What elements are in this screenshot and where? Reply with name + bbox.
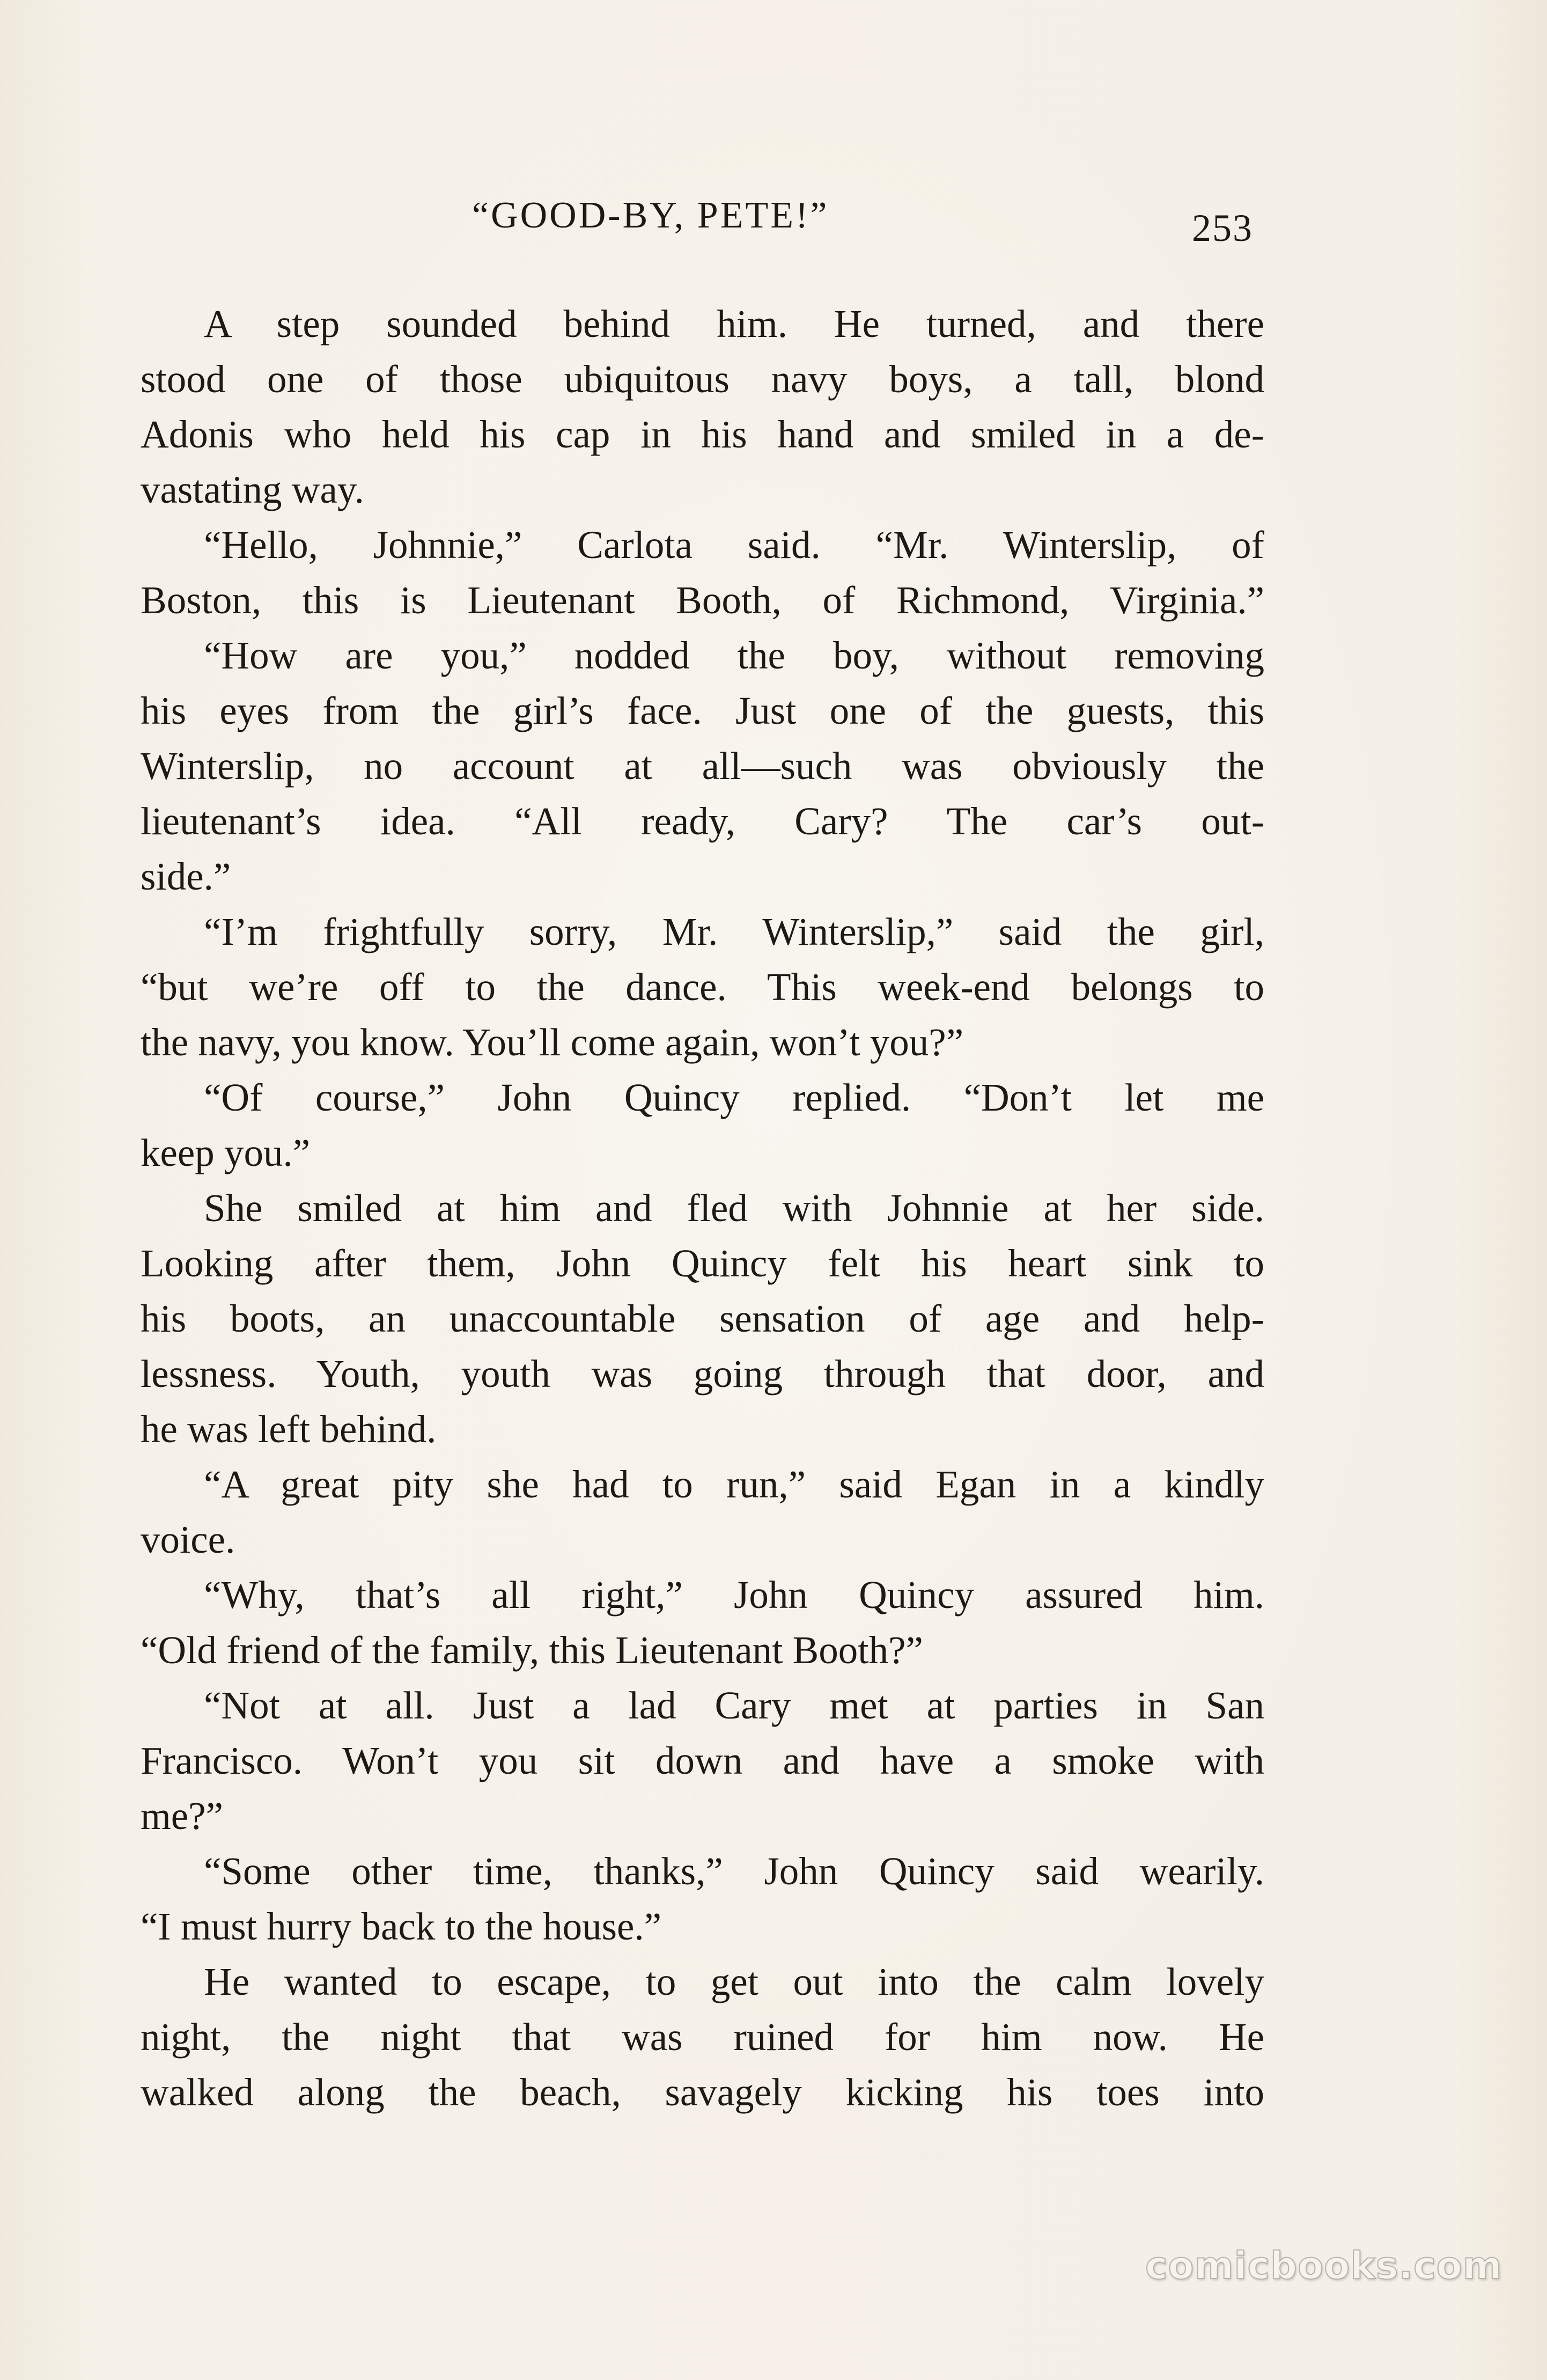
text-line: side.” <box>141 855 231 898</box>
text-line: lieutenant’s idea. “All ready, Cary? The car’s out- <box>141 799 1264 843</box>
text-line: voice. <box>141 1518 235 1561</box>
text-line: walked along the beach, savagely kicking his toes into <box>141 2070 1264 2114</box>
text-line: Winterslip, no account at all—such was obviously the <box>141 744 1264 788</box>
text-line: “I must hurry back to the house.” <box>141 1905 662 1948</box>
watermark: comicbooks.com <box>1145 2244 1502 2288</box>
text-line: Francisco. Won’t you sit down and have a smoke with <box>141 1739 1264 1782</box>
text-line: his boots, an unaccountable sensation of age and help- <box>141 1297 1264 1340</box>
text-line: night, the night that was ruined for him now. He <box>141 2015 1264 2059</box>
text-line: She smiled at him and fled with Johnnie at her side. <box>204 1186 1264 1230</box>
text-line: “Why, that’s all right,” John Quincy assured him. <box>204 1573 1264 1617</box>
text-line: “Hello, Johnnie,” Carlota said. “Mr. Winterslip, of <box>204 523 1264 567</box>
text-line: He wanted to escape, to get out into the calm lovely <box>204 1960 1264 2003</box>
text-line: stood one of those ubiquitous navy boys, a tall, blond <box>141 357 1264 401</box>
text-line: “I’m frightfully sorry, Mr. Winterslip,” said the girl, <box>204 910 1264 953</box>
text-line: “How are you,” nodded the boy, without removing <box>204 634 1264 677</box>
text-line: “A great pity she had to run,” said Egan in a kindly <box>204 1463 1264 1506</box>
running-head <box>0 194 1547 248</box>
text-line: Looking after them, John Quincy felt his heart sink to <box>141 1242 1264 1285</box>
text-line: “but we’re off to the dance. This week-end belongs to <box>141 965 1264 1009</box>
text-line: the navy, you know. You’ll come again, won’t you?” <box>141 1020 964 1064</box>
text-line: Adonis who held his cap in his hand and smiled in a de- <box>141 413 1264 456</box>
text-line: A step sounded behind him. He turned, and there <box>204 302 1264 346</box>
text-line: “Of course,” John Quincy replied. “Don’t let me <box>204 1076 1264 1119</box>
text-line: vastating way. <box>141 468 364 511</box>
text-line: his eyes from the girl’s face. Just one of the guests, this <box>141 689 1264 732</box>
text-line: “Old friend of the family, this Lieutenant Booth?” <box>141 1628 923 1672</box>
text-line: keep you.” <box>141 1131 311 1174</box>
body-text <box>141 296 1264 2120</box>
text-line: me?” <box>141 1794 223 1838</box>
running-title: “GOOD-BY, PETE!” <box>472 195 829 236</box>
text-line: lessness. Youth, youth was going through that door, and <box>141 1352 1264 1395</box>
text-line: “Some other time, thanks,” John Quincy said wearily. <box>204 1849 1264 1893</box>
page-number: 253 <box>1192 207 1253 249</box>
text-line: “Not at all. Just a lad Cary met at parties in San <box>204 1684 1264 1727</box>
text-line: he was left behind. <box>141 1407 437 1451</box>
text-line: Boston, this is Lieutenant Booth, of Richmond, Virginia.” <box>141 578 1264 622</box>
